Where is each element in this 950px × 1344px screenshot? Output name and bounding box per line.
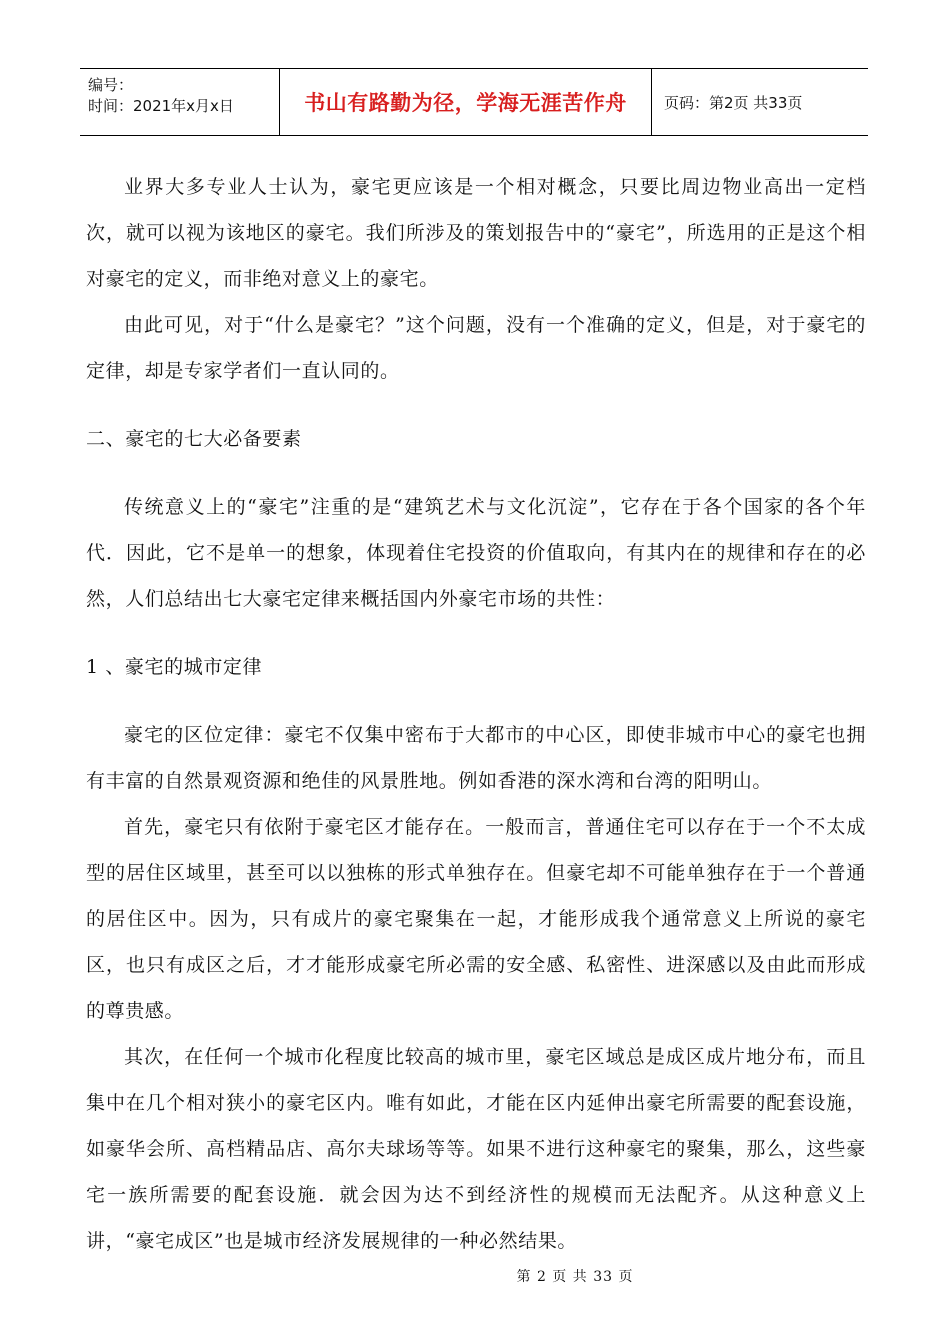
header-motto: 书山有路勤为径，学海无涯苦作舟 [304, 91, 627, 115]
paragraph-2: 由此可见，对于“什么是豪宅？”这个问题，没有一个准确的定义，但是，对于豪宅的定律，却是专家学者们一直认同的。 [86, 314, 866, 382]
document-body [86, 164, 866, 1264]
footer-page-number: 第 2 页 共 33 页 [516, 1269, 634, 1285]
header-number: 编号： [88, 76, 134, 94]
paragraph-5: 首先，豪宅只有依附于豪宅区才能存在。一般而言，普通住宅可以存在于一个不太成型的居住区域里，甚至可以以独栋的形式单独存在。但豪宅却不可能单独存在于一个普通的居住区中。因为，只有成片的豪宅聚集在一起，才能形成我个通常意义上所说的豪宅区，也只有成区之后，才才能形成豪宅所必需的安全感、私密性、进深感以及由此而形成的尊贵感。 [86, 816, 866, 1022]
subsection-heading-1: 1 、豪宅的城市定律 [86, 656, 263, 678]
page-footer [0, 1266, 950, 1286]
header-date: 时间：2021年x月x日 [88, 97, 234, 115]
paragraph-3: 传统意义上的“豪宅”注重的是“建筑艺术与文化沉淀”，它存在于各个国家的各个年代．因此，它不是单一的想象，体现着住宅投资的价值取向，有其内在的规律和存在的必然，人们总结出七大豪宅定律来概括国内外豪宅市场的共性： [86, 496, 866, 610]
header-motto-cell [280, 69, 652, 135]
header-info-cell [80, 69, 280, 135]
page-header [80, 68, 868, 136]
paragraph-1: 业界大多专业人士认为，豪宅更应该是一个相对概念，只要比周边物业高出一定档次，就可以视为该地区的豪宅。我们所涉及的策划报告中的“豪宅”，所选用的正是这个相对豪宅的定义，而非绝对意义上的豪宅。 [86, 176, 866, 290]
paragraph-6: 其次，在任何一个城市化程度比较高的城市里，豪宅区域总是成区成片地分布，而且集中在几个相对狭小的豪宅区内。唯有如此，才能在区内延伸出豪宅所需要的配套设施，如豪华会所、高档精品店、高尔夫球场等等。如果不进行这种豪宅的聚集，那么，这些豪宅一族所需要的配套设施．就会因为达不到经济性的规模而无法配齐。从这种意义上讲，“豪宅成区”也是城市经济发展规律的一种必然结果。 [86, 1046, 866, 1252]
paragraph-4: 豪宅的区位定律：豪宅不仅集中密布于大都市的中心区，即使非城市中心的豪宅也拥有丰富的自然景观资源和绝佳的风景胜地。例如香港的深水湾和台湾的阳明山。 [86, 724, 866, 792]
section-heading-2: 二、豪宅的七大必备要素 [86, 428, 302, 450]
header-page-info: 页码：第2页 共33页 [664, 93, 803, 112]
header-page-cell [652, 69, 868, 135]
